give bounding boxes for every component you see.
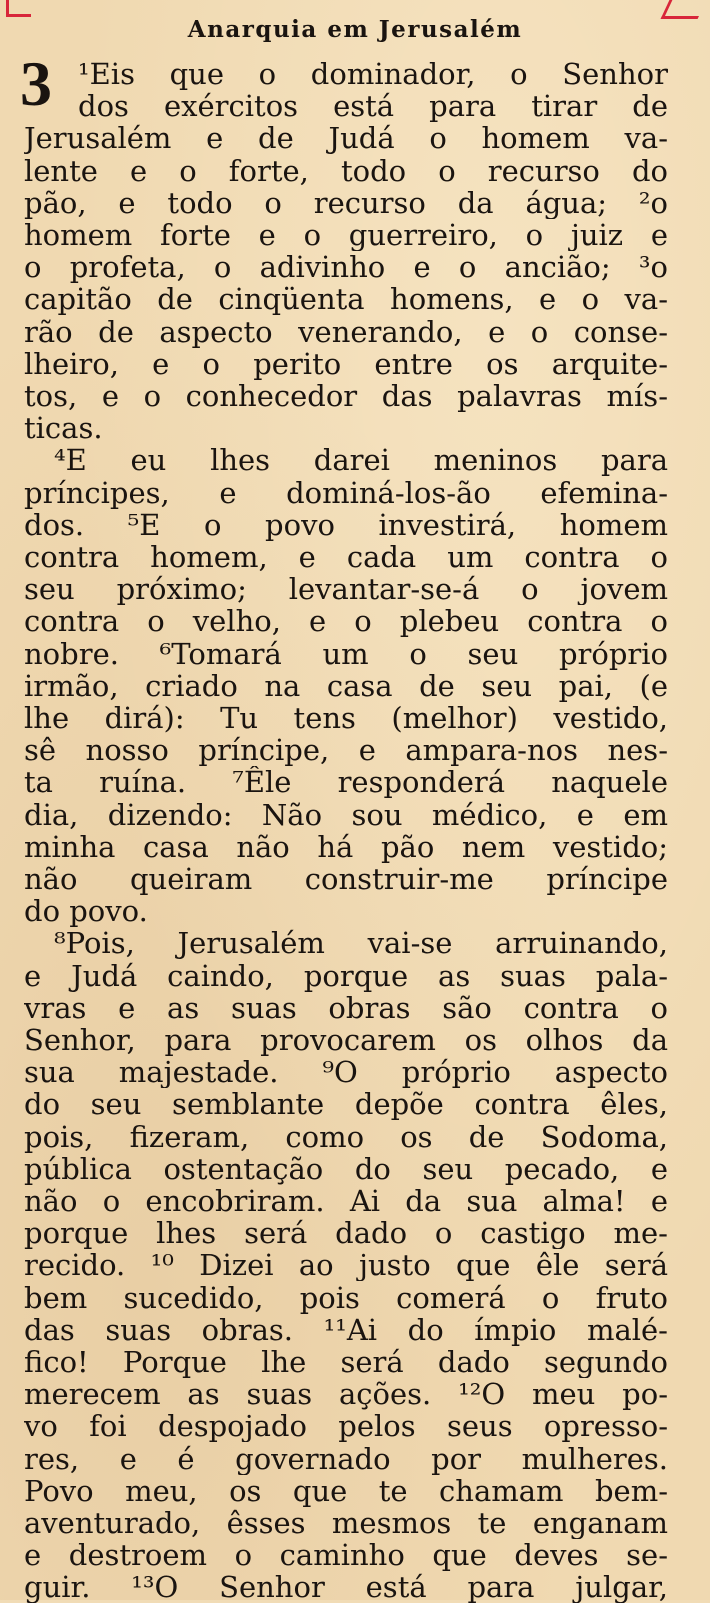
text-line: do seu semblante depõe contra êles, [24, 1088, 668, 1121]
text-line: lheiro, e o perito entre os arquite- [24, 347, 668, 380]
text-line: homem forte e o guerreiro, o juiz e [24, 219, 668, 251]
text-line: sê nosso príncipe, e ampara-nos nes- [24, 734, 668, 767]
text-line: Povo meu, os que te chamam bem- [24, 1474, 668, 1507]
text-line: seu próximo; levantar-se-á o jovem [24, 573, 668, 606]
text-line: vras e as suas obras são contra o [24, 991, 668, 1024]
text-line: merecem as suas ações. ¹²O meu po- [24, 1378, 668, 1411]
text-line: sua majestade. ⁹O próprio aspecto [24, 1056, 668, 1089]
text-line: dia, dizendo: Não sou médico, e em [24, 798, 668, 831]
text-line: príncipes, e dominá-los-ão efemina- [24, 476, 668, 509]
text-line: recido. ¹⁰ Dizei ao justo que êle será [24, 1249, 668, 1282]
text-line: res, e é governado por mulheres. [24, 1442, 668, 1475]
text-line: capitão de cinqüenta homens, e o va- [24, 283, 668, 316]
text-line: dos. ⁵E o povo investirá, homem [24, 508, 668, 541]
text-line: não o encobriram. Ai da sua alma! e [24, 1185, 668, 1217]
text-line: bem sucedido, pois comerá o fruto [24, 1281, 668, 1314]
text-line: vo foi despojado pelos seus opresso- [24, 1410, 668, 1443]
text-line: e destroem o caminho que deves se- [24, 1539, 668, 1572]
text-line: guir. ¹³O Senhor está para julgar, [24, 1571, 668, 1603]
text-line: e Judá caindo, porque as suas pala- [24, 959, 668, 992]
text-line: ticas. [24, 412, 103, 445]
text-line: das suas obras. ¹¹Ai do ímpio malé- [24, 1313, 668, 1346]
section-heading: Anarquia em Jerusalém [187, 16, 523, 43]
text-line: rão de aspecto venerando, e o conse- [24, 315, 668, 348]
text-line: irmão, criado na casa de seu pai, (e [24, 669, 668, 702]
text-line: minha casa não há pão nem vestido; [24, 830, 668, 863]
text-line: dos exércitos está para tirar de [78, 90, 668, 123]
text-line: ta ruína. ⁷Êle responderá naquele [24, 766, 668, 799]
text-line: não queiram construir-me príncipe [24, 863, 668, 895]
text-line: fico! Porque lhe será dado segundo [24, 1346, 668, 1378]
text-line: do povo. [24, 895, 148, 928]
text-line: Senhor, para provocarem os olhos da [24, 1024, 668, 1056]
text-line: lente e o forte, todo o recurso do [24, 154, 668, 187]
text-line: nobre. ⁶Tomará um o seu próprio [24, 637, 668, 670]
text-line: pública ostentação do seu pecado, e [24, 1152, 668, 1185]
text-line: Jerusalém e de Judá o homem va- [24, 122, 668, 155]
text-line: ¹Eis que o dominador, o Senhor [78, 58, 668, 90]
text-line: lhe dirá): Tu tens (melhor) vestido, [24, 702, 668, 734]
text-line: tos, e o conhecedor das palavras mís- [24, 380, 668, 412]
text-line: ⁸Pois, Jerusalém vai-se arruinando, [54, 927, 668, 960]
red-pen-mark-left [6, 0, 31, 17]
chapter-number: 3 [20, 48, 52, 119]
text-line: porque lhes será dado o castigo me- [24, 1217, 668, 1250]
text-line: pois, fizeram, como os de Sodoma, [24, 1120, 668, 1153]
text-line: ⁴E eu lhes darei meninos para [54, 444, 668, 477]
text-line: o profeta, o adivinho e o ancião; ³o [24, 251, 668, 284]
text-line: pão, e todo o recurso da água; ²o [24, 186, 668, 219]
text-line: contra o velho, e o plebeu contra o [24, 605, 668, 638]
text-line: aventurado, êsses mesmos te enganam [24, 1507, 668, 1539]
text-line: contra homem, e cada um contra o [24, 541, 668, 573]
